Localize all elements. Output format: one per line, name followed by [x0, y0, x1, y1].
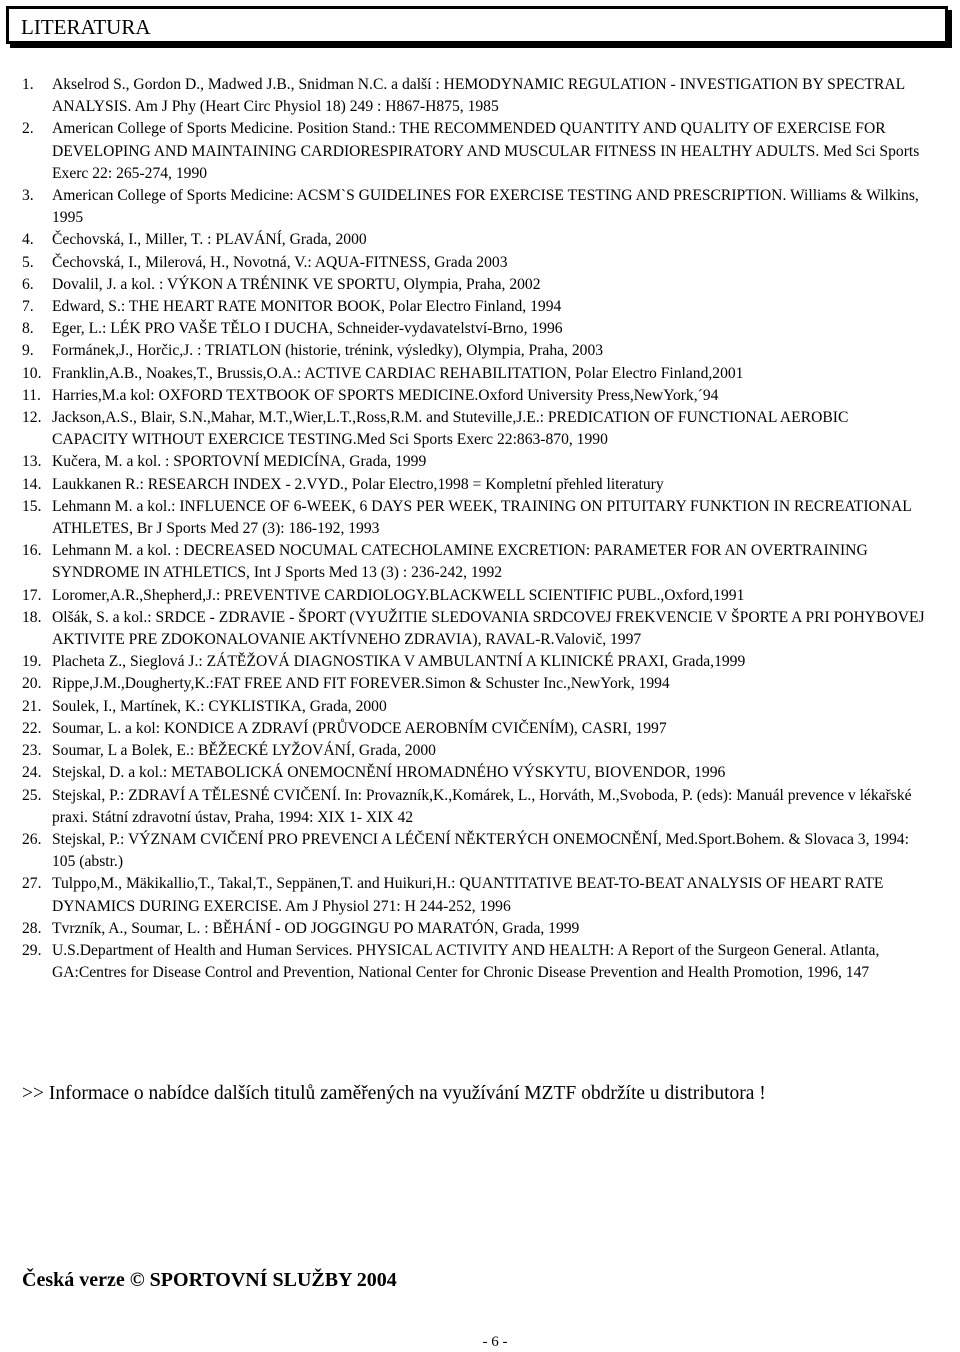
reference-item: [22, 873, 927, 917]
reference-number: 15.: [22, 497, 42, 515]
reference-number: 18.: [22, 608, 42, 626]
title-box: [6, 6, 948, 44]
page-number: - 6 -: [482, 1334, 508, 1350]
reference-number: 12.: [22, 409, 42, 427]
reference-text: Franklin,A.B., Noakes,T., Brussis,O.A.: ACTIVE CARDIAC REHABILITATION, Polar Electro Finland,2001: [52, 364, 744, 382]
reference-number: 13.: [22, 453, 42, 471]
reference-item: [22, 252, 927, 274]
reference-number: 1.: [22, 76, 34, 93]
reference-text: Kučera, M. a kol. : SPORTOVNÍ MEDICÍNA, Grada, 1999: [52, 453, 427, 471]
reference-number: 14.: [22, 475, 42, 493]
reference-text: Edward, S.: THE HEART RATE MONITOR BOOK, Polar Electro Finland, 1994: [52, 298, 562, 316]
reference-item: [22, 296, 927, 318]
reference-item: [22, 318, 927, 340]
reference-text: Harries,M.a kol: OXFORD TEXTBOOK OF SPORTS MEDICINE.Oxford University Press,NewYork,´94: [52, 386, 719, 404]
reference-text: Formánek,J., Horčic,J. : TRIATLON (historie, trénink, výsledky), Olympia, Praha, 2003: [52, 342, 604, 360]
reference-item: [22, 585, 927, 607]
reference-item: [22, 363, 927, 385]
reference-item: [22, 274, 927, 296]
reference-item: [22, 385, 927, 407]
reference-number: 21.: [22, 697, 42, 715]
reference-item: [22, 340, 927, 362]
reference-number: 9.: [22, 342, 34, 360]
reference-text: Lehmann M. a kol. : DECREASED NOCUMAL CATECHOLAMINE EXCRETION: PARAMETER FOR AN OVERTRAINING SYNDROME IN ATHLETICS, Int J Sports Med 13 (3) : 236-242, 1992: [52, 542, 868, 582]
reference-text: Soumar, L. a kol: KONDICE A ZDRAVÍ (PRŮVODCE AEROBNÍM CVIČENÍM), CASRI, 1997: [52, 719, 667, 737]
reference-number: 29.: [22, 941, 42, 959]
reference-item: [22, 696, 927, 718]
reference-text: Laukkanen R.: RESEARCH INDEX - 2.VYD., Polar Electro,1998 = Kompletní přehled literatury: [52, 475, 664, 493]
reference-item: [22, 451, 927, 473]
reference-item: [22, 673, 927, 695]
reference-number: 10.: [22, 364, 42, 382]
reference-text: Lehmann M. a kol.: INFLUENCE OF 6-WEEK, 6 DAYS PER WEEK, TRAINING ON PITUITARY FUNKTION IN RECREATIONAL ATHLETES, Br J Sports Med 27 (3): 186-192, 1993: [52, 497, 912, 538]
reference-number: 28.: [22, 919, 42, 937]
reference-item: [22, 718, 927, 740]
reference-number: 3.: [22, 187, 34, 205]
reference-item: [22, 918, 927, 940]
reference-number: 4.: [22, 231, 34, 249]
reference-text: American College of Sports Medicine: ACSM`S GUIDELINES FOR EXERCISE TESTING AND PRESCRIPTION. Williams & Wilkins, 1995: [52, 187, 919, 227]
reference-number: 27.: [22, 875, 42, 893]
reference-number: 24.: [22, 764, 42, 782]
reference-item: [22, 540, 927, 584]
reference-item: [22, 607, 927, 651]
reference-text: Olšák, S. a kol.: SRDCE - ZDRAVIE - ŠPORT (VYUŽITIE SLEDOVANIA SRDCOVEJ FREKVENCIE V ŠPORTE A PRI POHYBOVEJ AKTIVITE PRE ZDOKONALOVANIE AKTÍVNEHO ZDRAVIA), RAVAL-R.Valovič, 1997: [52, 608, 925, 649]
reference-item: [22, 740, 927, 762]
reference-item: [22, 762, 927, 784]
reference-text: Čechovská, I., Miller, T. : PLAVÁNÍ, Grada, 2000: [52, 231, 367, 249]
reference-text: American College of Sports Medicine. Position Stand.: THE RECOMMENDED QUANTITY AND QUALITY OF EXERCISE FOR DEVELOPING AND MAINTAINING CARDIORESPIRATORY AND MUSCULAR FITNESS IN HEALTHY ADULTS. Med Sci Sports Exerc 22: 265-274, 1990: [52, 120, 920, 182]
reference-text: Soumar, L a Bolek, E.: BĚŽECKÉ LYŽOVÁNÍ, Grada, 2000: [52, 742, 436, 760]
reference-text: Stejskal, P.: VÝZNAM CVIČENÍ PRO PREVENCI A LÉČENÍ NĚKTERÝCH ONEMOCNĚNÍ, Med.Sport.Bohem. & Slovaca 3, 1994: 105 (abstr.): [52, 830, 909, 871]
reference-number: 25.: [22, 786, 42, 804]
reference-text: Čechovská, I., Milerová, H., Novotná, V.: AQUA-FITNESS, Grada 2003: [52, 253, 508, 271]
reference-number: 7.: [22, 298, 34, 316]
reference-number: 17.: [22, 586, 42, 604]
reference-item: [22, 118, 927, 185]
reference-number: 26.: [22, 830, 42, 848]
page-title: LITERATURA: [21, 15, 151, 39]
reference-text: Placheta Z., Sieglová J.: ZÁTĚŽOVÁ DIAGNOSTIKA V AMBULANTNÍ A KLINICKÉ PRAXI, Grada,1999: [52, 653, 746, 671]
reference-text: U.S.Department of Health and Human Services. PHYSICAL ACTIVITY AND HEALTH: A Report of the Surgeon General. Atlanta, GA:Centres for Disease Control and Prevention, National Center for Chronic Disease Prevention and Health Promotion, 1996, 147: [52, 941, 880, 982]
reference-text: Soulek, I., Martínek, K.: CYKLISTIKA, Grada, 2000: [52, 697, 387, 715]
reference-text: Akselrod S., Gordon D., Madwed J.B., Snidman N.C. a další : HEMODYNAMIC REGULATION - INVESTIGATION BY SPECTRAL ANALYSIS. Am J Phy (Heart Circ Physiol 18) 249 : H867-H875, 1985: [52, 76, 905, 116]
distributor-info: >> Informace o nabídce dalších titulů zaměřených na využívání MZTF obdržíte u distributora !: [22, 1083, 766, 1104]
reference-item: [22, 940, 927, 984]
reference-item: [22, 229, 927, 251]
reference-number: 6.: [22, 275, 34, 293]
reference-text: Jackson,A.S., Blair, S.N.,Mahar, M.T.,Wier,L.T.,Ross,R.M. and Stuteville,J.E.: PREDICATION OF FUNCTIONAL AEROBIC CAPACITY WITHOUT EXERCICE TESTING.Med Sci Sports Exerc 22:863-870, 1990: [52, 409, 849, 449]
copyright-footer: Česká verze © SPORTOVNÍ SLUŽBY 2004: [22, 1269, 397, 1291]
reference-item: [22, 407, 927, 451]
reference-item: [22, 829, 927, 873]
reference-text: Loromer,A.R.,Shepherd,J.: PREVENTIVE CARDIOLOGY.BLACKWELL SCIENTIFIC PUBL.,Oxford,1991: [52, 586, 745, 604]
reference-list: [22, 74, 927, 984]
reference-number: 19.: [22, 653, 42, 671]
reference-number: 8.: [22, 320, 34, 338]
reference-item: [22, 185, 927, 229]
reference-item: [22, 474, 927, 496]
reference-number: 20.: [22, 675, 42, 693]
reference-number: 2.: [22, 120, 34, 138]
reference-number: 23.: [22, 742, 42, 760]
reference-item: [22, 496, 927, 540]
reference-item: [22, 74, 927, 118]
reference-text: Tulppo,M., Mäkikallio,T., Takal,T., Seppänen,T. and Huikuri,H.: QUANTITATIVE BEAT-TO-BEAT ANALYSIS OF HEART RATE DYNAMICS DURING EXERCISE. Am J Physiol 271: H 244-252, 1996: [52, 875, 884, 915]
reference-number: 22.: [22, 719, 42, 737]
reference-text: Rippe,J.M.,Dougherty,K.:FAT FREE AND FIT FOREVER.Simon & Schuster Inc.,NewYork, 1994: [52, 675, 670, 693]
reference-text: Stejskal, P.: ZDRAVÍ A TĚLESNÉ CVIČENÍ. In: Provazník,K.,Komárek, L., Horváth, M.,Svoboda, P. (eds): Manuál prevence v lékařské praxi. Státní zdravotní ústav, Praha, 1994: XIX 1- XIX 42: [52, 786, 912, 826]
reference-text: Dovalil, J. a kol. : VÝKON A TRÉNINK VE SPORTU, Olympia, Praha, 2002: [52, 275, 541, 293]
reference-item: [22, 785, 927, 829]
reference-number: 11.: [22, 386, 41, 404]
reference-item: [22, 651, 927, 673]
reference-text: Eger, L.: LÉK PRO VAŠE TĚLO I DUCHA, Schneider-vydavatelství-Brno, 1996: [52, 320, 563, 338]
reference-text: Tvrzník, A., Soumar, L. : BĚHÁNÍ - OD JOGGINGU PO MARATÓN, Grada, 1999: [52, 919, 580, 937]
reference-number: 16.: [22, 542, 42, 560]
reference-number: 5.: [22, 253, 34, 271]
reference-text: Stejskal, D. a kol.: METABOLICKÁ ONEMOCNĚNÍ HROMADNÉHO VÝSKYTU, BIOVENDOR, 1996: [52, 764, 726, 782]
